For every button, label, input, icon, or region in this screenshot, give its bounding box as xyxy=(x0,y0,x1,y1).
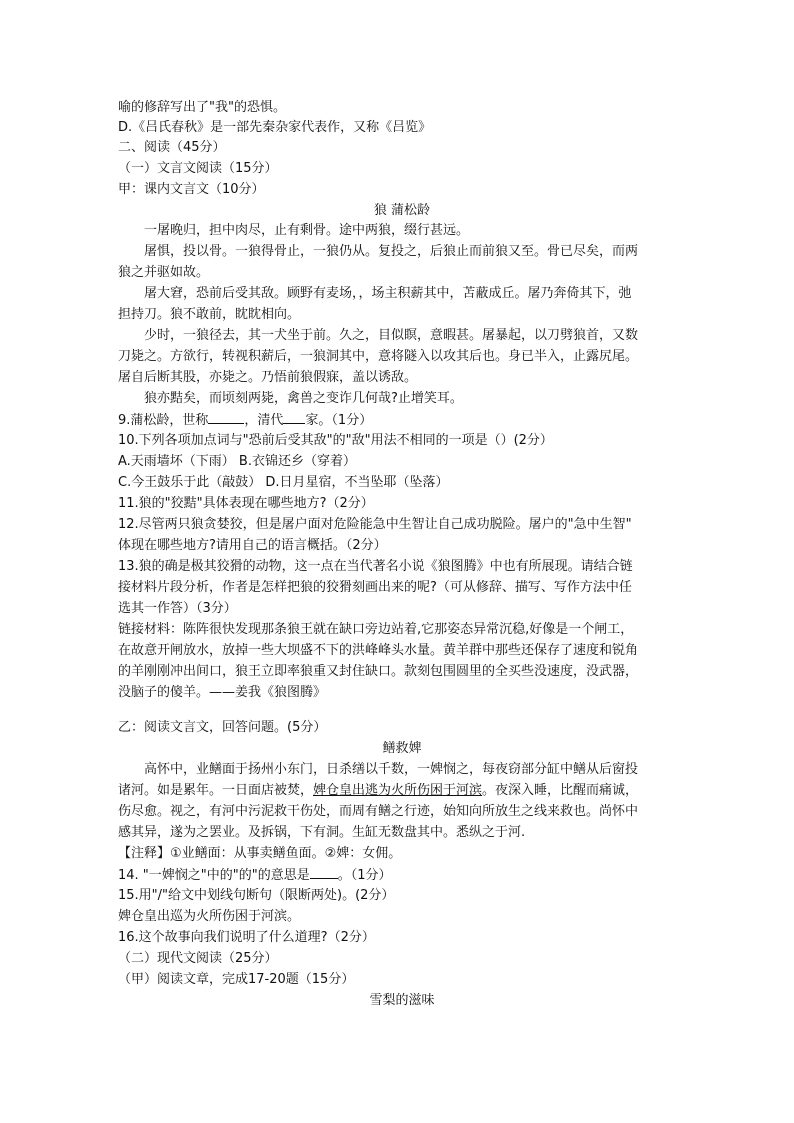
link-material: 没脑子的傻羊。——姜我《狼图腾》 xyxy=(118,685,327,700)
option-line: C.今王鼓乐于此（敲鼓） D.日月星宿，不当坠耶（坠落） xyxy=(118,475,449,490)
annotation-note: 【注释】①业鳝面：从事卖鳝鱼面。②婢：女佣。 xyxy=(118,846,402,861)
section-heading: 乙：阅读文言文，回答问题。(5分） xyxy=(118,720,327,735)
passage-line: 屠惧，投以骨。一狼得骨止，一狼仍从。复投之，后狼止而前狼又至。骨已尽矣，而两 xyxy=(144,244,639,259)
link-material: 在故意开闸放水，放掉一些大坝盛不下的洪峰峰头水量。黄羊群中那些还保存了速度和锐角 xyxy=(118,643,639,658)
question-13: 接材料片段分析，作者是怎样把狼的狡猾刻画出来的呢?（可从修辞、描写、写作方法中任 xyxy=(118,580,632,595)
question-13: 选其一作答）（3分） xyxy=(118,601,237,616)
passage-line: 狼亦黠矣，而顷刻两毙，禽兽之变诈几何哉?止增笑耳。 xyxy=(144,391,463,406)
passage-line: 一屠晚归，担中肉尽，止有剩骨。途中两狼，缀行甚远。 xyxy=(144,223,470,238)
question-12: 体现在哪些地方?请用自己的语言概括。（2分） xyxy=(118,538,387,553)
passage-line: 伤尽愈。视之，有河中污泥救干伤处，而周有鳝之行迹，始知向所放生之线来救也。尚怀中 xyxy=(118,804,639,819)
question-12: 12.尽管两只狼贪婪狡，但是屠户面对危险能急中生智让自己成功脱险。屠户的"急中生智" xyxy=(118,517,632,532)
passage-text: 诸河。如是累年。一日面店被焚， xyxy=(118,783,314,798)
underlined-sentence: 婢仓皇出逃为火所伤困于河滨 xyxy=(313,783,483,798)
question-text: 家。（1分） xyxy=(305,413,373,428)
option-line: A.天雨墙坏（下雨） B.衣锦还乡（穿着） xyxy=(118,454,356,469)
passage-line xyxy=(118,781,638,801)
question-15: 15.用"/"给文中划线句断句（限断两处)。(2分） xyxy=(118,888,395,903)
section-heading: （甲）阅读文章，完成17-20题（15分） xyxy=(118,972,355,987)
passage-line: 屠自后断其股，亦毙之。乃悟前狼假寐，盖以诱敌。 xyxy=(118,370,418,385)
question-text: ，清代 xyxy=(244,413,284,428)
question-16: 16.这个故事向我们说明了什么道理?（2分） xyxy=(118,930,375,945)
passage-line: 高怀中，业鳝面于扬州小东门，日杀缮以千数，一婢悯之，每夜窃部分缸中鳝从后窗投 xyxy=(144,762,639,777)
question-text: 14. "一婢悯之"中的"的"的意思是 xyxy=(118,868,310,883)
passage-title: 鳝救婢 xyxy=(382,741,422,756)
section-heading: 甲：课内文言文（10分） xyxy=(118,182,265,197)
passage-line: 狼之并驱如故。 xyxy=(118,265,210,280)
passage-line: 少时，一狼径去，其一犬坐于前。久之，目似瞑，意暇甚。屠暴起，以刀劈狼首，又数 xyxy=(144,328,639,343)
text-line: D.《吕氏春秋》是一部先秦杂家代表作，又称《吕览》 xyxy=(118,120,432,135)
link-material: 链接材料：陈阵很快发现那条狼王就在缺口旁边站着,它那姿态异常沉稳,好像是一个闸工， xyxy=(118,622,634,637)
passage-title: 狼 蒲松龄 xyxy=(373,203,431,218)
passage-title: 雪梨的滋味 xyxy=(369,993,435,1008)
question-9 xyxy=(118,410,372,430)
passage-line: 屠大窘，恐前后受其敌。顾野有麦场，，场主积薪其中，苫蔽成丘。屠乃奔倚其下，弛 xyxy=(144,286,632,301)
passage-text: 。夜深入睡，比醒而痛诚， xyxy=(482,783,639,798)
answer-blank xyxy=(208,410,244,424)
passage-line: 担持刀。狼不敢前，眈眈相向。 xyxy=(118,307,301,322)
question-15-sentence: 婢仓皇出巡为火所伤困于河滨。 xyxy=(118,909,301,924)
link-material: 的羊刚刚冲出间口，狼王立即率狼重又封住缺口。款刻包围圆里的全买些没速度，没武器， xyxy=(118,664,639,679)
passage-line: 感其异，遂为之罢业。及拆锅，下有洞。生缸无数盘其中。悉纵之于河. xyxy=(118,825,526,840)
question-text: 。（1分） xyxy=(337,868,392,883)
text-line: 喻的修辞写出了"我"的恐惧。 xyxy=(118,100,286,115)
answer-blank xyxy=(310,865,338,879)
section-heading: （二）现代文阅读（25分） xyxy=(118,951,278,966)
question-13: 13.狼的确是极其狡猾的动物，这一点在当代著名小说《狼图腾》中也有所展现。请结合链 xyxy=(118,559,633,574)
question-14 xyxy=(118,865,392,885)
question-10: 10.下列各项加点词与"恐前后受其敌"的"敌"用法不相同的一项是（）(2分） xyxy=(118,433,553,448)
answer-blank xyxy=(283,410,305,424)
section-heading: 二、阅读（45分） xyxy=(118,140,226,155)
question-text: 9.蒲松龄，世称 xyxy=(118,413,209,428)
section-heading: （一）文言文阅读（15分） xyxy=(118,161,278,176)
passage-line: 刀毙之。方欲行，转视积薪后，一狼洞其中，意将隧入以攻其后也。身已半入，止露尻尾。 xyxy=(118,349,639,364)
question-11: 11.狼的"狡黠"具体表现在哪些地方?（2分） xyxy=(118,496,374,511)
